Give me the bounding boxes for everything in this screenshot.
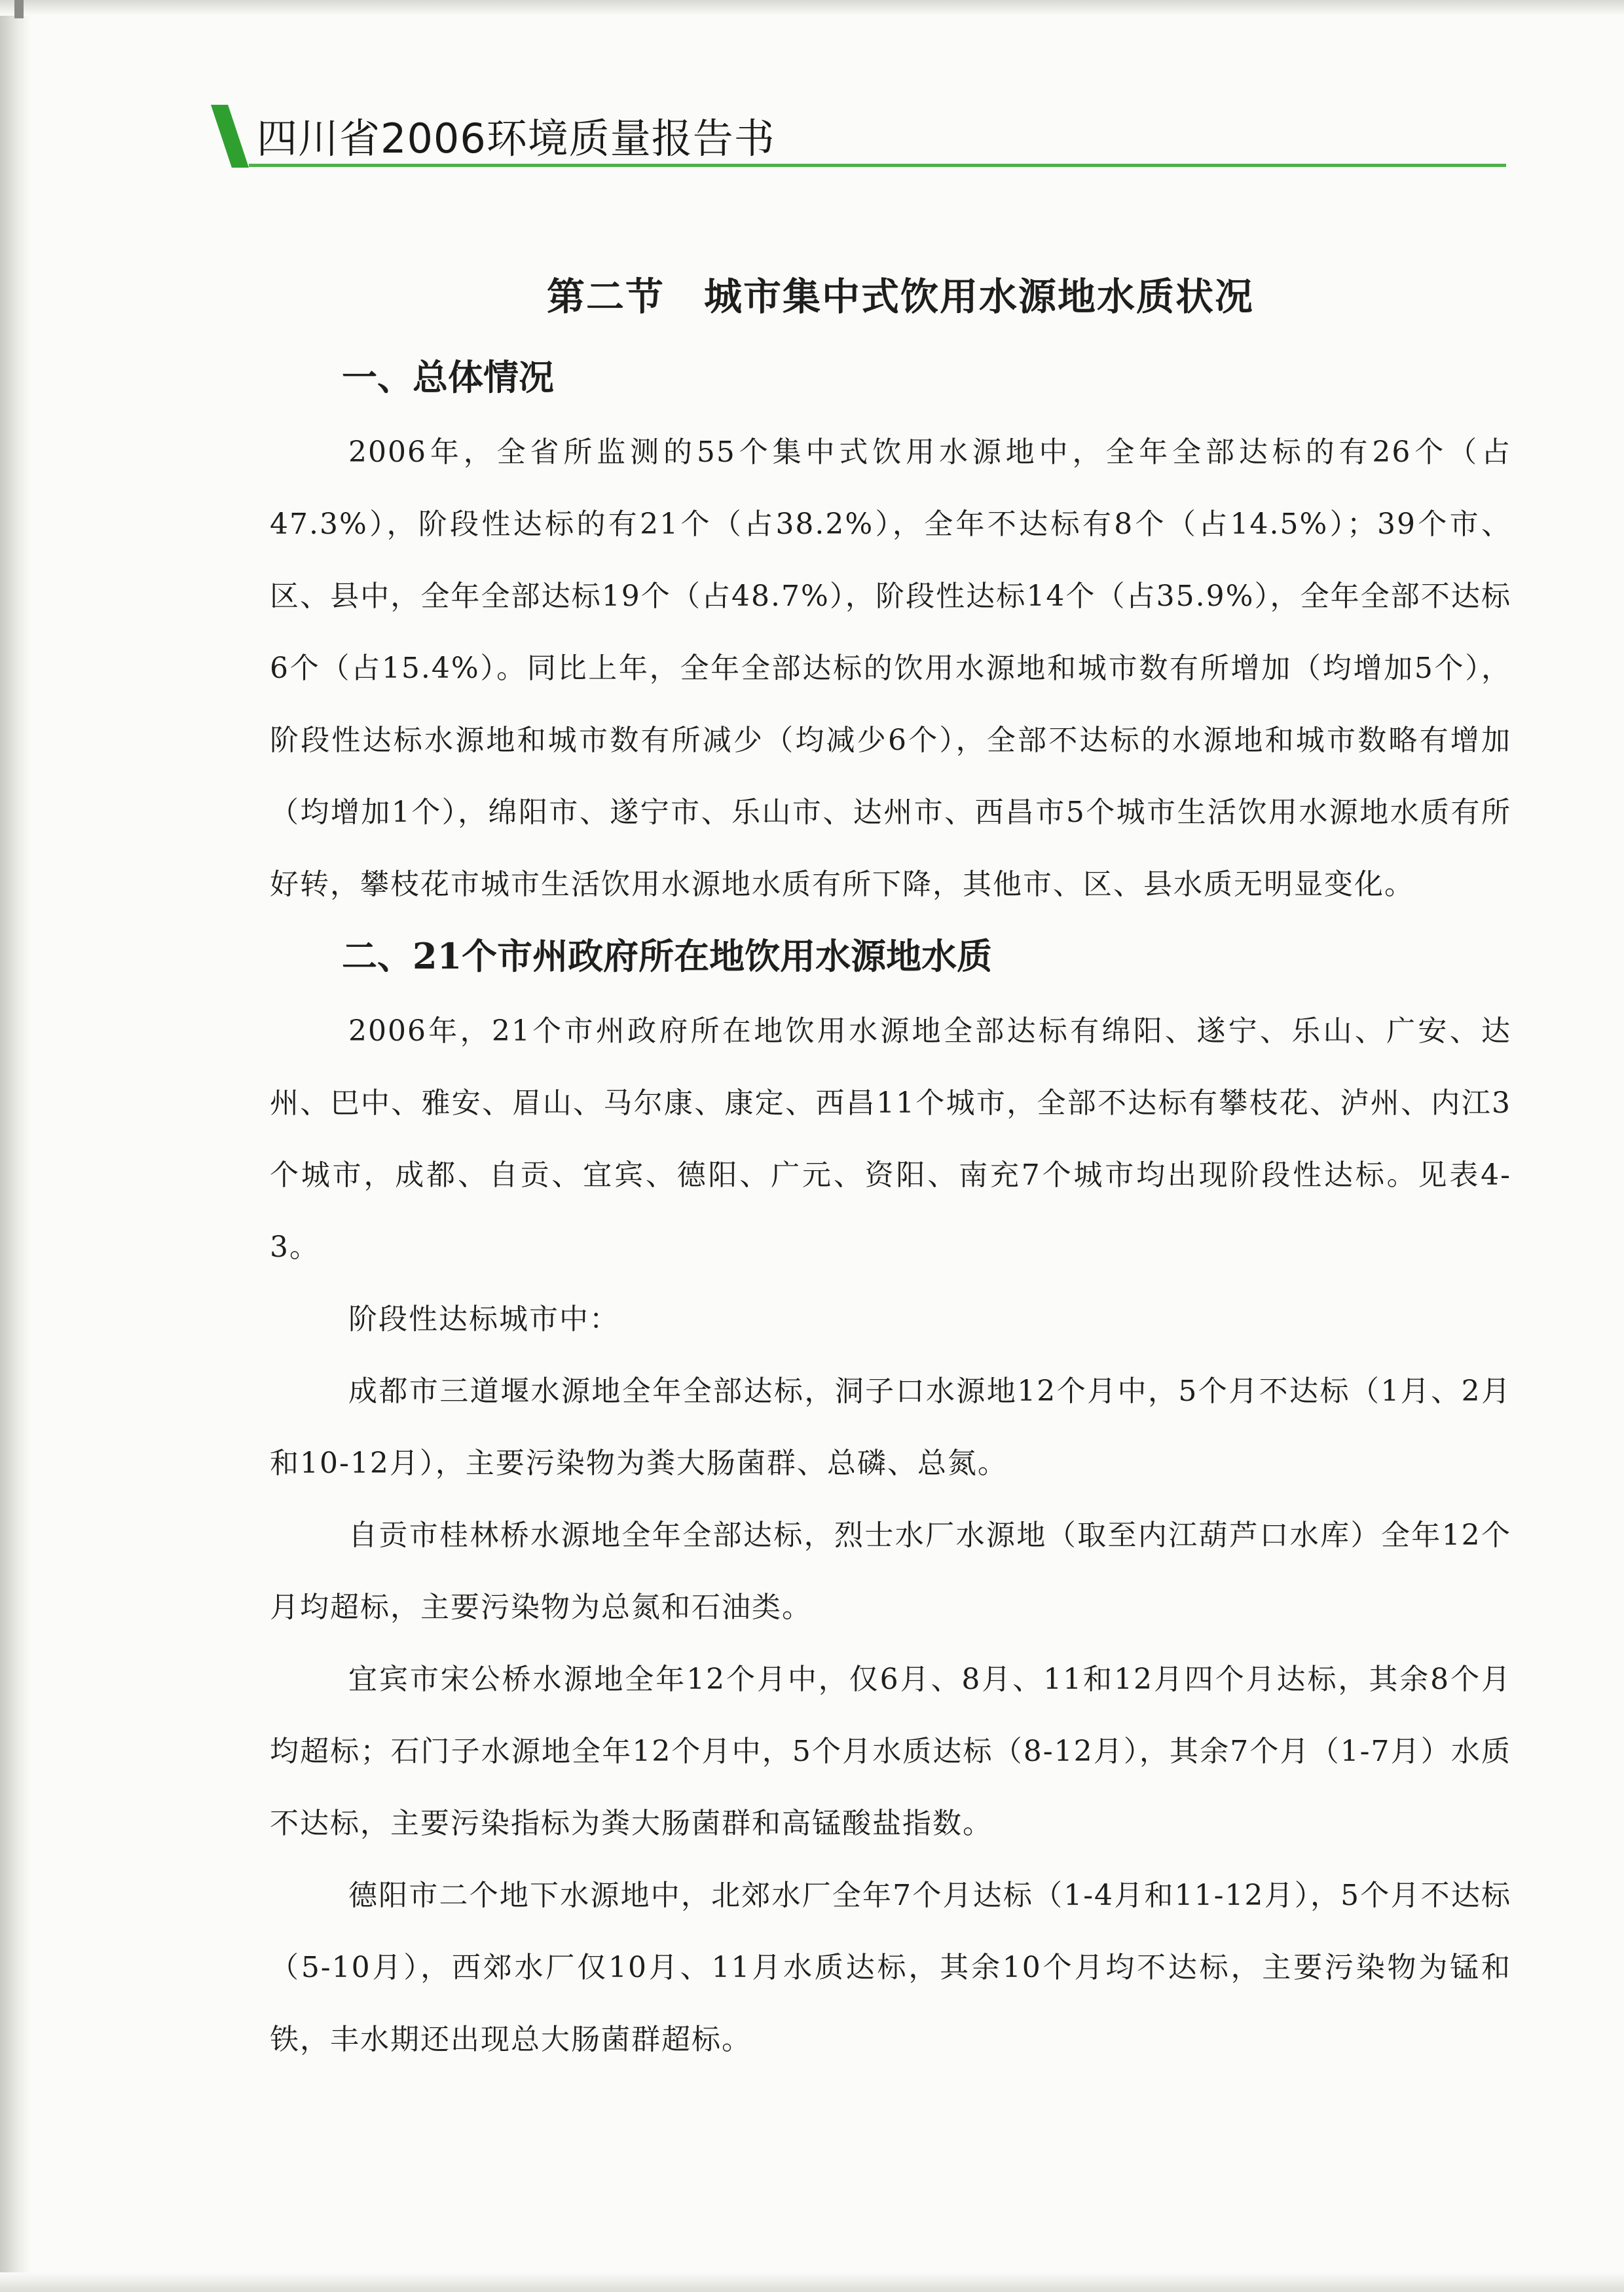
header-rule [249,164,1506,167]
scan-edge-shadow [0,0,31,2292]
scan-corner-mark [14,0,24,18]
page-body [270,267,1511,2076]
paragraph-chengdu: 成都市三道堰水源地全年全部达标，洞子口水源地12个月中，5个月不达标（1月、2月和10-12月），主要污染物为粪大肠菌群、总磷、总氮。 [270,1375,1511,1480]
subheading-overview: 一、总体情况 [342,356,554,398]
book-title: 四川省2006环境质量报告书 [257,115,775,162]
header-accent-bar [211,105,249,168]
scan-top-shadow [0,0,1624,16]
paragraph-deyang: 德阳市二个地下水源地中，北郊水厂全年7个月达标（1-4月和11-12月），5个月不达标（5-10月），西郊水厂仅10月、11月水质达标，其余10个月均不达标，主要污染物为锰和铁，丰水期还出现总大肠菌群超标。 [270,1879,1511,2056]
scan-bottom-shadow [0,2272,1624,2292]
paragraph-21-cities-summary: 2006年，21个市州政府所在地饮用水源地全部达标有绵阳、遂宁、乐山、广安、达州、巴中、雅安、眉山、马尔康、康定、西昌11个城市，全部不达标有攀枝花、泸州、内江3个城市，成都、自贡、宜宾、德阳、广元、资阳、南充7个城市均出现阶段性达标。见表4-3。 [270,1014,1511,1264]
section-title: 第二节 城市集中式饮用水源地水质状况 [546,274,1254,319]
paragraph-partial-compliance-intro: 阶段性达标城市中： [348,1303,619,1336]
paragraph-yibin: 宜宾市宋公桥水源地全年12个月中，仅6月、8月、11和12月四个月达标，其余8个月均超标；石门子水源地全年12个月中，5个月水质达标（8-12月），其余7个月（1-7月）水质不达标，主要污染指标为粪大肠菌群和高锰酸盐指数。 [270,1663,1511,1840]
subheading-21-cities: 二、21个市州政府所在地饮用水源地水质 [342,935,993,977]
paragraph-zigong: 自贡市桂林桥水源地全年全部达标，烈士水厂水源地（取至内江葫芦口水库）全年12个月均超标，主要污染物为总氮和石油类。 [270,1519,1511,1624]
paragraph-overview: 2006年，全省所监测的55个集中式饮用水源地中，全年全部达标的有26个（占47.3%），阶段性达标的有21个（占38.2%），全年不达标有8个（占14.5%）；39个市、区、县中，全年全部达标19个（占48.7%），阶段性达标14个（占35.9%），全年全部不达标6个（占15.4%）。同比上年，全年全部达标的饮用水源地和城市数有所增加（均增加5个），阶段性达标水源地和城市数有所减少（均减少6个），全部不达标的水源地和城市数略有增加（均增加1个），绵阳市、遂宁市、乐山市、达州市、西昌市5个城市生活饮用水源地水质有所好转，攀枝花市城市生活饮用水源地水质有所下降，其他市、区、县水质无明显变化。 [270,435,1511,901]
page-header [0,98,1624,177]
